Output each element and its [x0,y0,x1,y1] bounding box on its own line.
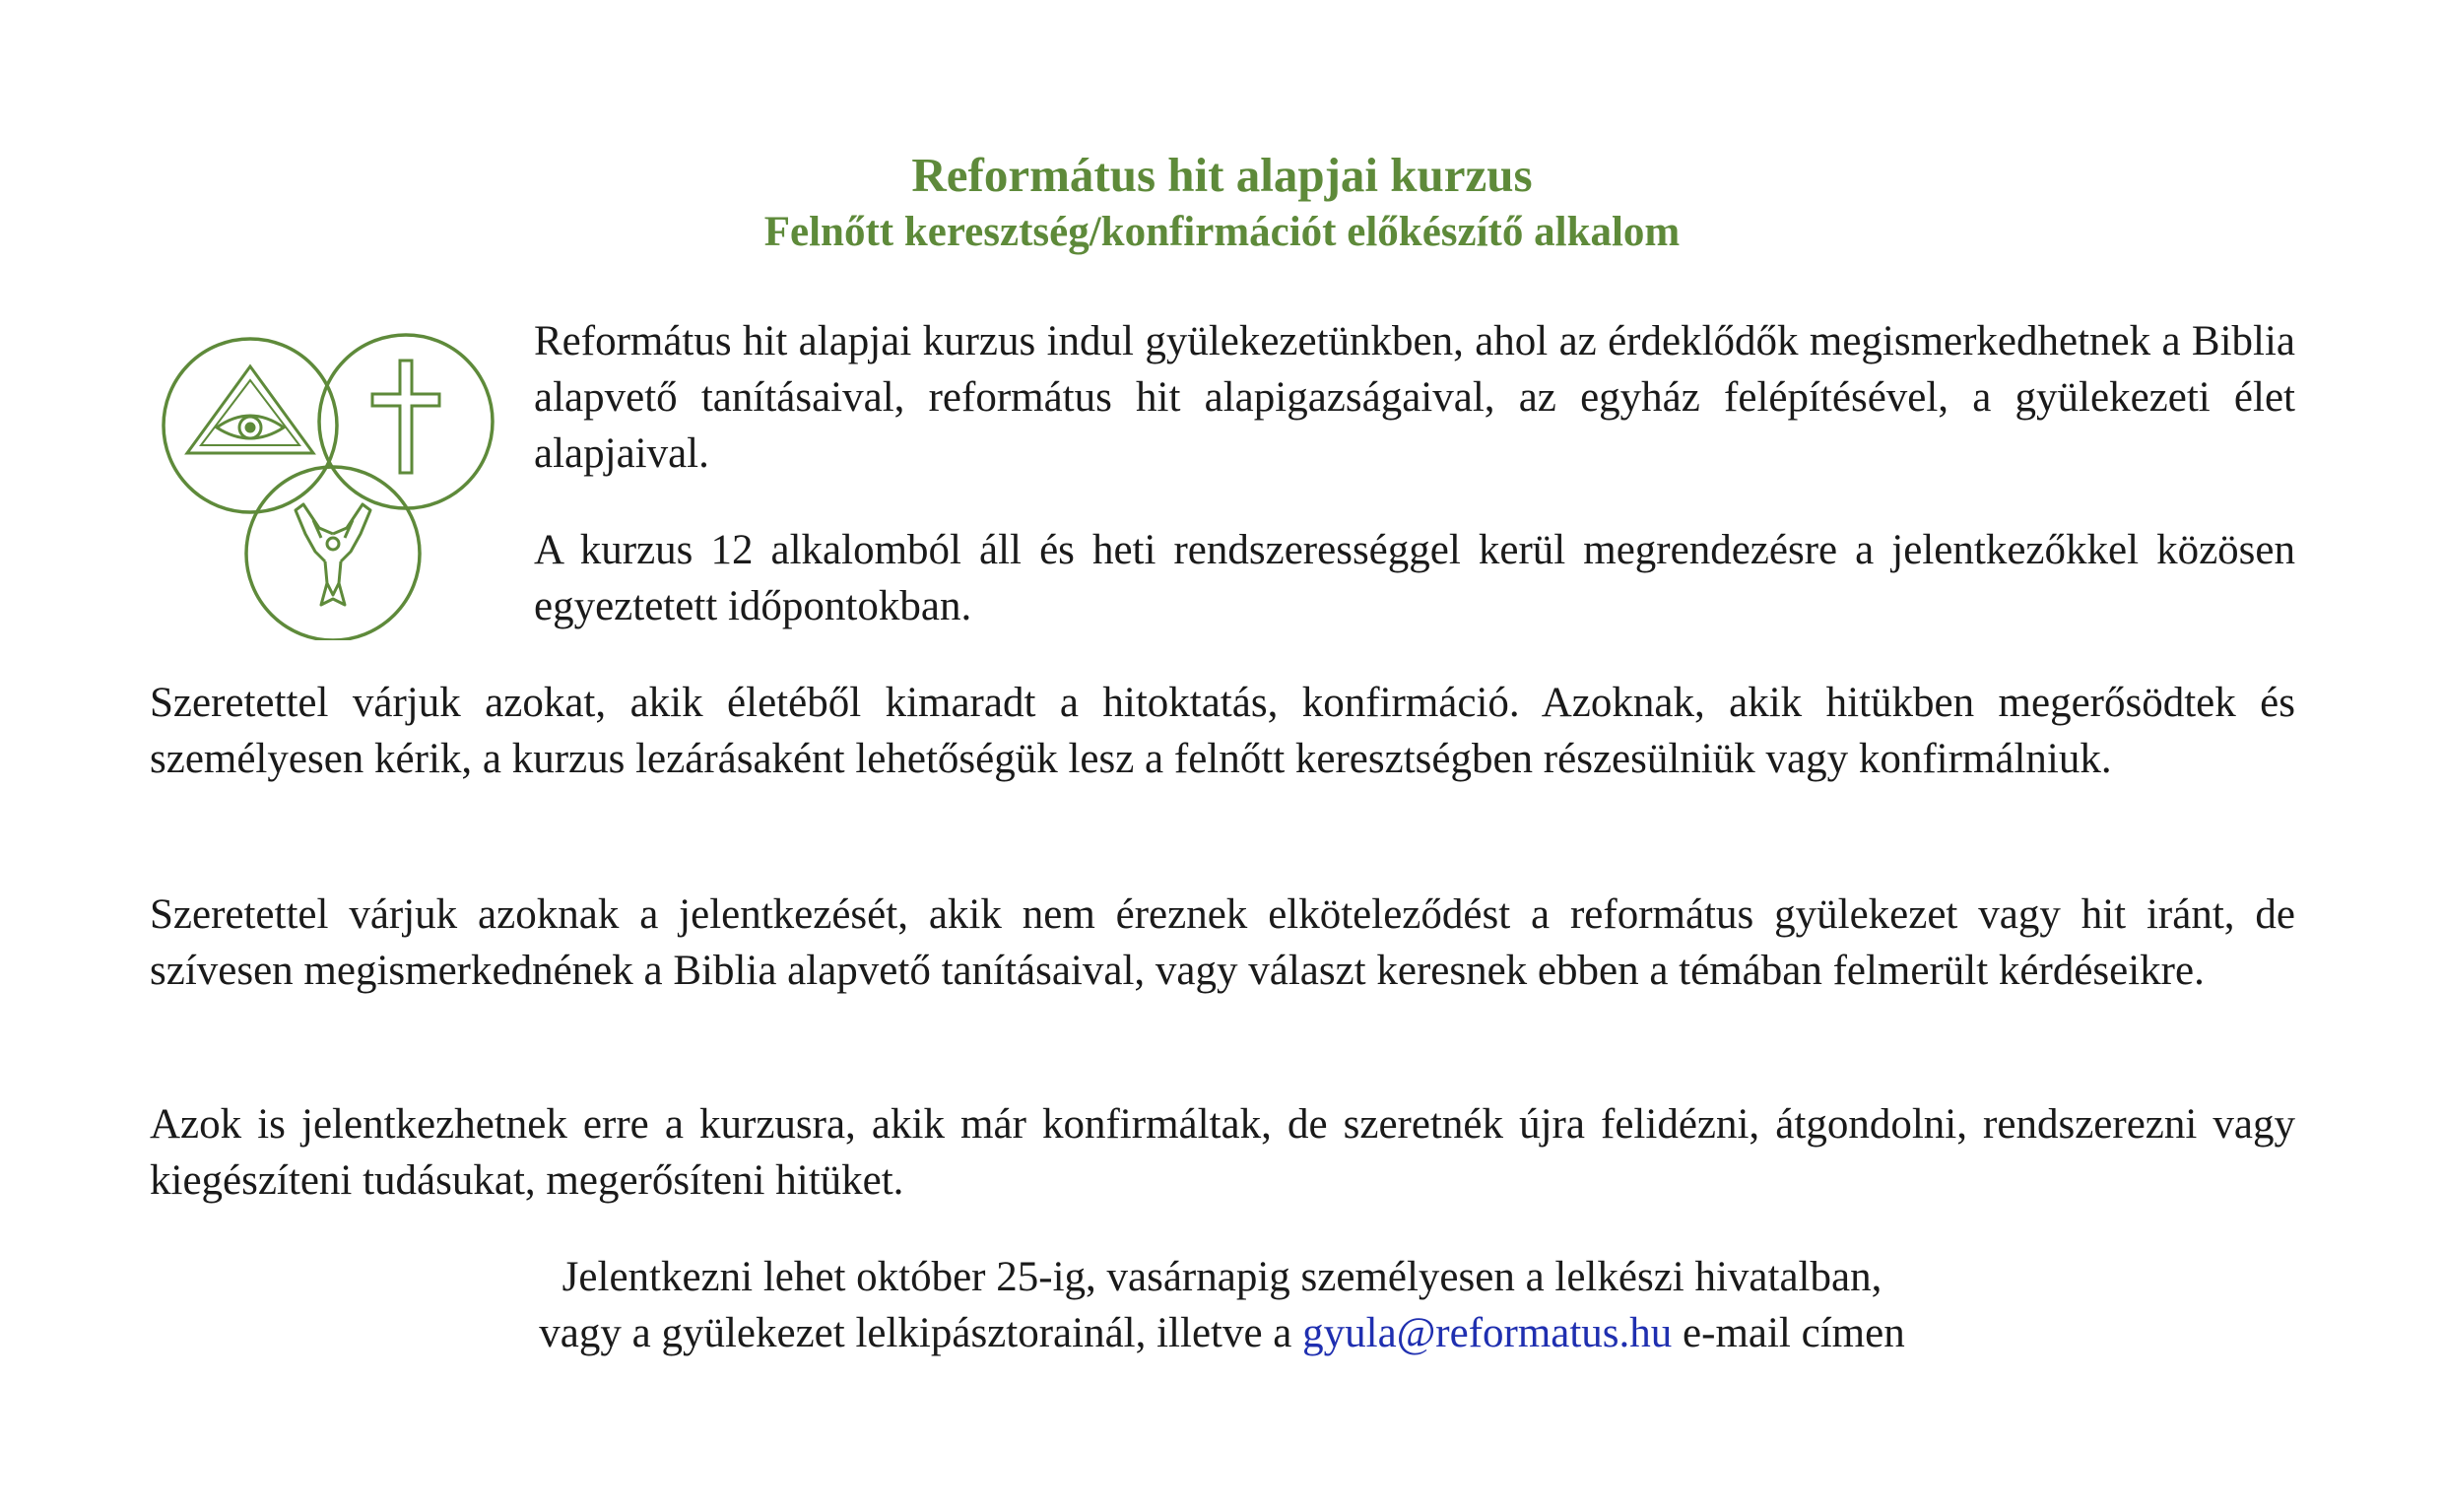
logo-circle-bottom [246,467,420,640]
header [0,146,2444,260]
invitation-text: Szeretettel várjuk azokat, akik életéből kimaradt a hitoktatás, konfirmáció. Azoknak, akik hitükben megerősödtek és személyesen kérik, a kurzus lezárásaként lehetőségük lesz a felnőtt keresztségben részesülniük vagy konfirmálniuk. [150,680,2295,782]
intro-text: Református hit alapjai kurzus indul gyülekezetünkben, ahol az érdeklődők megismerkedhetnek a Biblia alapvető tanításaival, református hit alapigazságaival, az egyház felépítésével, a gyülekezeti élet alapjaival. [534,318,2295,477]
page-title: Református hit alapjai kurzus [911,148,1533,202]
cross-icon [372,361,439,473]
registration-line-2 [0,1305,2444,1361]
page-subtitle: Felnőtt keresztség/konfirmációt előkészítő alkalom [763,209,1681,255]
invitation-paragraph [150,675,2295,787]
confirmed-text: Azok is jelentkezhetnek erre a kurzusra, akik már konfirmáltak, de szeretnék újra felidézni, átgondolni, rendszerezni vagy kiegészíteni tudásukat, megerősíteni hitüket. [150,1101,2295,1204]
registration-line-2-start: vagy a gyülekezet lelkipásztorainál, illetve a [539,1310,1303,1356]
trinity-circles-icon [158,325,512,640]
registration-line-2-end: e-mail címen [1672,1310,1905,1356]
schedule-paragraph [534,522,2295,634]
email-link[interactable]: gyula@reformatus.hu [1302,1310,1673,1356]
registration-info [0,1249,2444,1361]
seekers-text: Szeretettel várjuk azoknak a jelentkezését, akik nem éreznek elköteleződést a református gyülekezet vagy hit iránt, de szívesen megismerkednének a Biblia alapvető tanításaival, vagy választ keresnek ebben a témában felmerült kérdéseikre. [150,891,2295,994]
dove-icon [296,504,370,605]
eye-of-providence-icon [187,366,313,453]
intro-paragraph [534,313,2295,482]
registration-line-1: Jelentkezni lehet október 25-ig, vasárnapig személyesen a lelkészi hivatalban, [561,1254,1883,1300]
confirmed-paragraph [150,1096,2295,1209]
schedule-text: A kurzus 12 alkalomból áll és heti rendszerességgel kerül megrendezésre a jelentkezőkkel közösen egyeztetett időpontokban. [534,527,2295,629]
seekers-paragraph [150,887,2295,999]
